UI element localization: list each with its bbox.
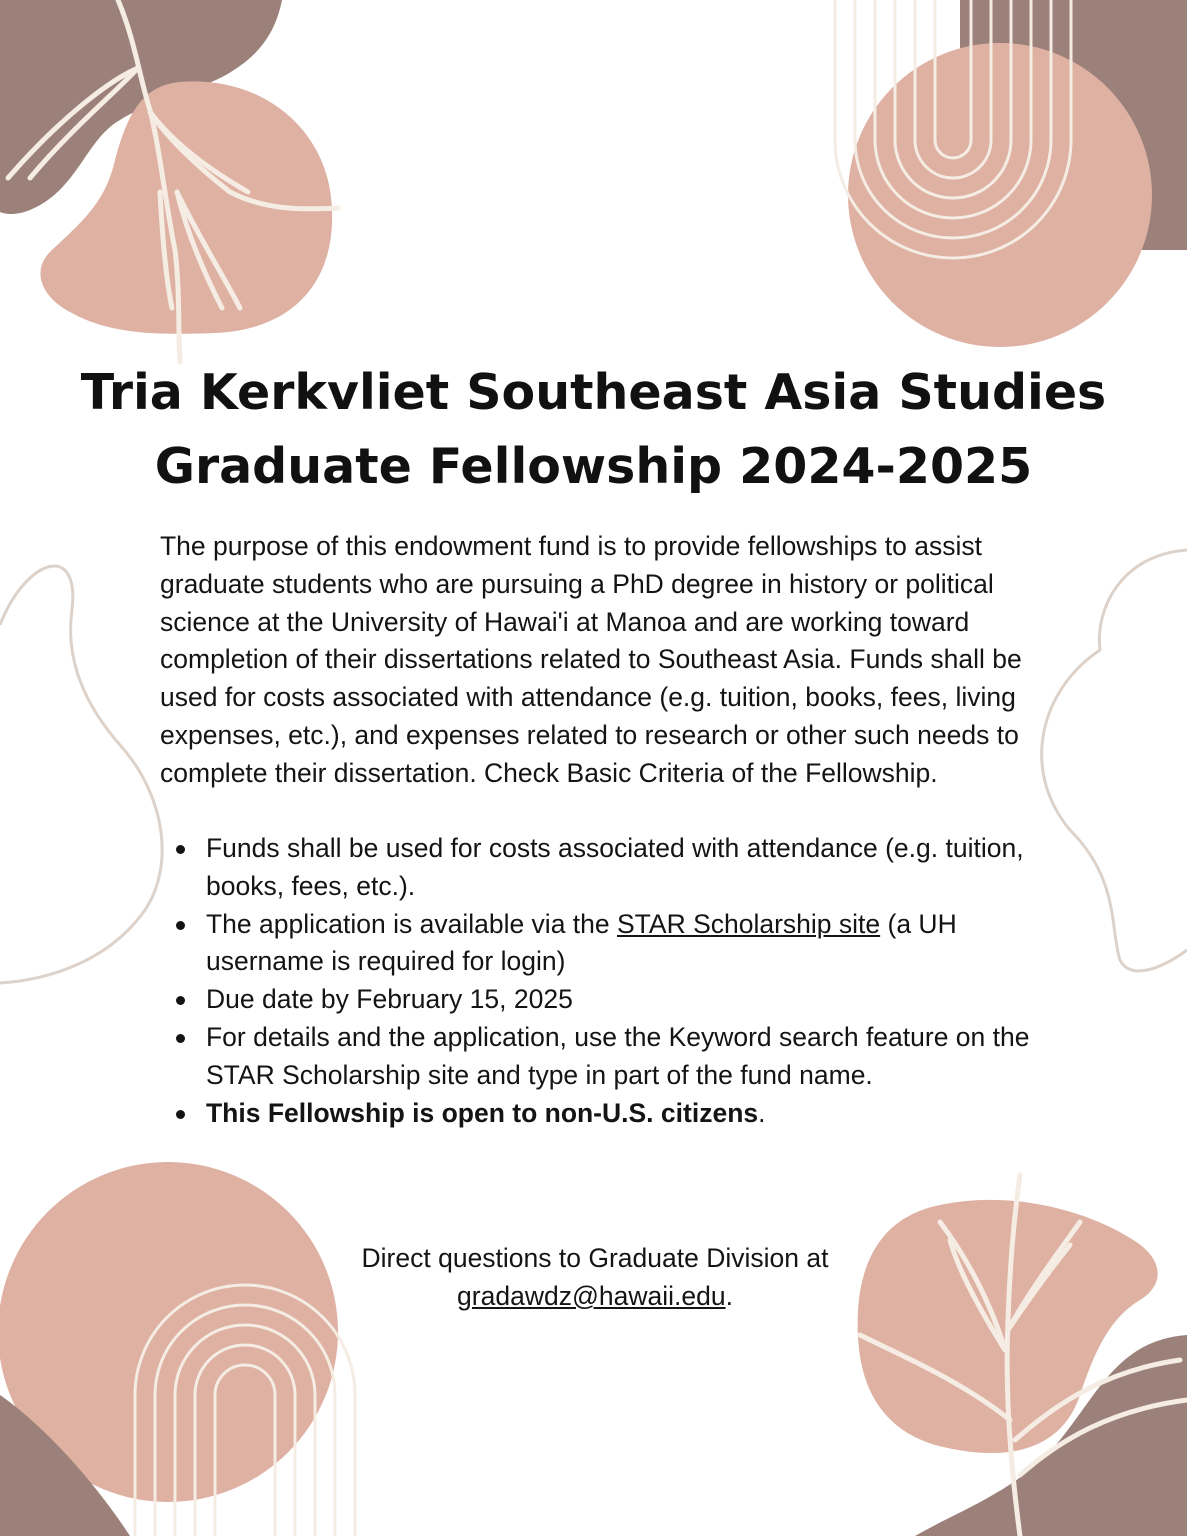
details-list (206, 830, 1046, 1132)
title-line-2: Graduate Fellowship 2024-2025 (154, 438, 1033, 495)
intro-paragraph: The purpose of this endowment fund is to provide fellowships to assist graduate students who are pursuing a PhD degree in history or political science at the University of Hawai'i at Manoa and are working toward completion of their dissertations related to Southeast Asia. Funds shall be used for costs associated with attendance (e.g. tuition, books, fees, living expenses, etc.), and expenses related to research or other such needs to complete their dissertation. Check Basic Criteria of the Fellowship. (160, 531, 1022, 788)
contact-period: . (725, 1280, 733, 1311)
contact-text: Direct questions to Graduate Division at (361, 1243, 829, 1273)
eligibility-bold-text: This Fellowship is open to non-U.S. citizens (206, 1097, 759, 1128)
list-item-eligibility (206, 1095, 1046, 1133)
page-title (60, 356, 1127, 504)
eligibility-period: . (758, 1097, 766, 1128)
contact-email-link[interactable]: gradawdz@hawaii.edu (457, 1280, 726, 1311)
list-item-application (206, 906, 1046, 982)
application-text-after: (a UH username is required for login) (206, 908, 957, 977)
list-item-details (206, 1019, 1046, 1095)
due-date-text: Due date by February 15, 2025 (206, 984, 573, 1015)
application-text-before: The application is available via the (206, 908, 617, 939)
list-item-due-date (206, 981, 1046, 1019)
funds-text: Funds shall be used for costs associated with attendance (e.g. tuition, books, fees, etc.). (206, 833, 1024, 901)
list-item-funds (206, 830, 1046, 906)
title-line-1: Tria Kerkvliet Southeast Asia Studies (80, 364, 1107, 421)
contact-block (300, 1240, 890, 1316)
star-scholarship-link[interactable]: STAR Scholarship site (617, 908, 881, 939)
details-text: For details and the application, use the Keyword search feature on the STAR Scholarship site and type in part of the fund name. (206, 1021, 1030, 1090)
